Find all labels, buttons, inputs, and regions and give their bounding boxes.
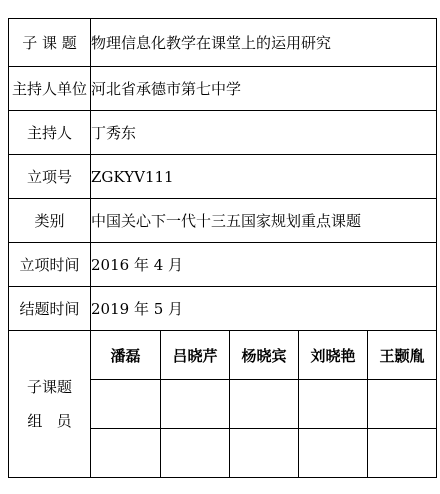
approval-time-value: 2016 年 4 月 bbox=[91, 243, 437, 287]
row-host-unit bbox=[9, 67, 437, 111]
blank-cell bbox=[299, 380, 368, 429]
blank-cell bbox=[299, 429, 368, 478]
member-name: 潘磊 bbox=[91, 331, 161, 380]
project-number-value: ZGKYV111 bbox=[91, 155, 437, 199]
completion-time-value: 2019 年 5 月 bbox=[91, 287, 437, 331]
row-category bbox=[9, 199, 437, 243]
members-label-line1: 子课题 bbox=[26, 378, 72, 396]
approval-time-label: 立项时间 bbox=[9, 243, 91, 287]
blank-cell bbox=[368, 380, 437, 429]
row-completion-time bbox=[9, 287, 437, 331]
row-host bbox=[9, 111, 437, 155]
member-name: 刘晓艳 bbox=[299, 331, 368, 380]
host-unit-value: 河北省承德市第七中学 bbox=[91, 67, 437, 111]
blank-cell bbox=[161, 429, 230, 478]
project-number-label: 立项号 bbox=[9, 155, 91, 199]
subject-value: 物理信息化教学在课堂上的运用研究 bbox=[91, 19, 437, 67]
blank-cell bbox=[91, 429, 161, 478]
blank-cell bbox=[161, 380, 230, 429]
member-name: 王颢胤 bbox=[368, 331, 437, 380]
host-label: 主持人 bbox=[9, 111, 91, 155]
blank-cell bbox=[368, 429, 437, 478]
blank-cell bbox=[91, 380, 161, 429]
host-value: 丁秀东 bbox=[91, 111, 437, 155]
category-label: 类别 bbox=[9, 199, 91, 243]
member-name: 杨晓宾 bbox=[230, 331, 299, 380]
subject-label: 子 课 题 bbox=[9, 19, 91, 67]
row-members-names bbox=[9, 331, 437, 380]
member-name: 吕晓芹 bbox=[161, 331, 230, 380]
row-project-number bbox=[9, 155, 437, 199]
category-value: 中国关心下一代十三五国家规划重点课题 bbox=[91, 199, 437, 243]
members-label bbox=[9, 331, 91, 478]
blank-cell bbox=[230, 429, 299, 478]
row-approval-time bbox=[9, 243, 437, 287]
host-unit-label: 主持人单位 bbox=[9, 67, 91, 111]
completion-time-label: 结题时间 bbox=[9, 287, 91, 331]
project-info-table bbox=[8, 18, 437, 478]
row-subject bbox=[9, 19, 437, 67]
blank-cell bbox=[230, 380, 299, 429]
members-label-line2: 组 员 bbox=[27, 412, 72, 430]
